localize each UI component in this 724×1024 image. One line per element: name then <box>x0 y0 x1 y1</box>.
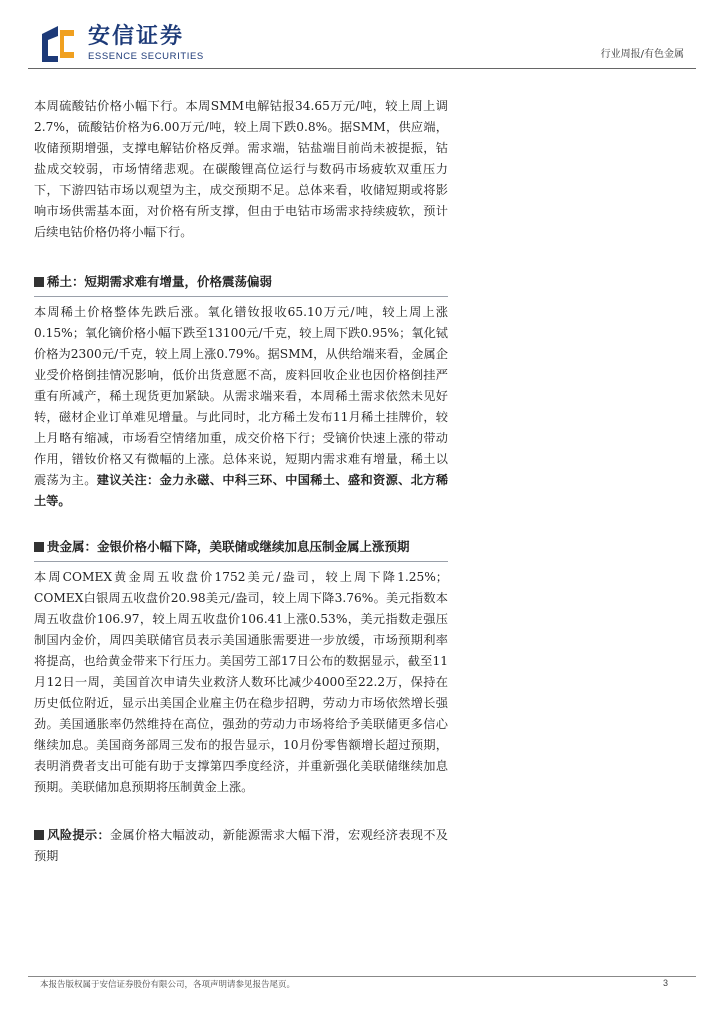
bullet-square-icon <box>34 277 44 287</box>
essence-logo-icon <box>40 24 76 64</box>
rare-earth-paragraph: 本周稀土价格整体先跌后涨。氧化镨钕报收65.10万元/吨，较上周上涨0.15%；氧化镝价格小幅下跌至13100元/千克，较上周下跌0.95%；氧化铽价格为2300元/千克，较上周上涨0.79%。据SMM，从供给端来看，金属企业受价格倒挂情况影响，低价出货意愿不高，废料回收企业也因价格倒挂严重有所减产，稀土现货更加紧缺。从需求端来看，本周稀土需求依然未见好转，磁材企业订单难见增量。与此同时，北方稀土发布11月稀土挂牌价，较上月略有缩减，市场看空情绪加重，成交价格下行；受镝价快速上涨的带动作用，镨钕价格又有微幅的上涨。总体来说，短期内需求难有增量，稀土以震荡为主。建议关注：金力永磁、中科三环、中国稀土、盛和资源、北方稀土等。 <box>34 305 449 508</box>
footer-disclaimer: 本报告版权属于安信证券股份有限公司，各项声明请参见报告尾页。 <box>40 980 296 990</box>
brand-name-en: ESSENCE SECURITIES <box>88 51 204 62</box>
report-type-label: 行业周报/有色金属 <box>600 49 684 60</box>
header-divider <box>28 68 696 69</box>
recommendation-text: 建议关注：金力永磁、中科三环、中国稀土、盛和资源、北方稀土等。 <box>34 473 449 508</box>
brand-block <box>88 24 204 63</box>
precious-metals-section-title: 贵金属：金银价格小幅下降，美联储或继续加息压制金属上涨预期 <box>34 536 448 562</box>
precious-metals-paragraph: 本周COMEX黄金周五收盘价1752美元/盎司，较上周下降1.25%；COMEX白银周五收盘价20.98美元/盎司，较上周下降3.76%。美元指数本周五收盘价106.97，较上周五收盘价106.41上涨0.53%，美元指数走强压制国内金价，周四美联储官员表示美国通胀需要进一步放缓，市场预期利率将提高，也给黄金带来下行压力。美国劳工部17日公布的数据显示，截至11月12日一周，美国首次申请失业救济人数环比减少4000至22.2万，保持在历史低位附近，显示出美国企业雇主仍在稳步招聘，劳动力市场依然增长强劲。美国通胀率仍然维持在高位，强劲的劳动力市场将给予美联储更多信心继续加息。美国商务部周三发布的报告显示，10月份零售额增长超过预期，表明消费者支出可能有助于支撑第四季度经济，并重新强化美联储继续加息预期。美联储加息预期将压制黄金上涨。 <box>34 570 448 794</box>
bullet-square-icon <box>34 830 44 840</box>
risk-label: 风险提示： <box>47 828 110 842</box>
page-header <box>0 0 724 80</box>
rare-earth-section-title: 稀土：短期需求难有增量，价格震荡偏弱 <box>34 271 448 297</box>
bullet-square-icon <box>34 542 44 552</box>
report-body <box>34 96 448 867</box>
cobalt-paragraph: 本周硫酸钴价格小幅下行。本周SMM电解钴报34.65万元/吨，较上周上调2.7%，硫酸钴价格为6.00万元/吨，较上周下跌0.8%。据SMM，供应端，收储预期增强，支撑电解钴价格反弹。需求端，钴盐端目前尚未被提振，钴盐成交较弱，市场情绪悲观。在碳酸锂高位运行与数码市场疲软双重压力下，下游四钴市场以观望为主，成交预期不足。总体来看，收储短期或将影响市场供需基本面，对价格有所支撑，但由于电钴市场需求持续疲软，预计后续电钴价格仍将小幅下行。 <box>34 99 448 239</box>
page-number: 3 <box>662 978 668 988</box>
brand-name-cn: 安信证券 <box>88 24 185 49</box>
risk-warning <box>34 825 448 867</box>
footer-divider <box>28 976 696 977</box>
risk-text: 金属价格大幅波动，新能源需求大幅下滑，宏观经济表现不及预期 <box>34 828 448 863</box>
